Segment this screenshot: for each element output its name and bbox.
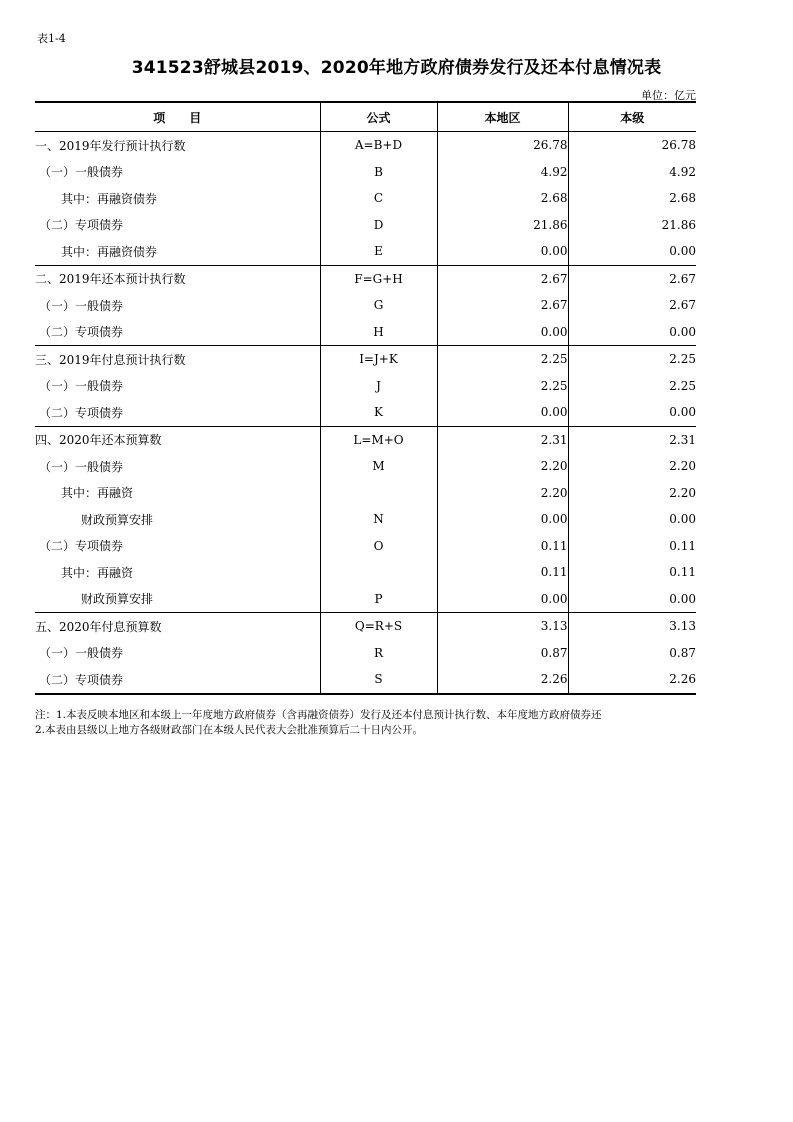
table-row xyxy=(35,185,696,212)
row-formula: P xyxy=(320,586,437,613)
row-level-value: 2.68 xyxy=(669,191,696,206)
notes xyxy=(35,708,700,738)
table-row xyxy=(35,426,696,453)
row-level-value: 0.87 xyxy=(669,645,696,660)
row-item: （二）专项债券 xyxy=(35,399,320,426)
table-body xyxy=(35,132,696,694)
row-region-value: 21.86 xyxy=(437,212,568,239)
row-item: （一）一般债券 xyxy=(35,292,320,319)
row-item: 其中：再融资债券 xyxy=(35,238,320,265)
row-item: 财政预算安排 xyxy=(35,586,320,613)
table-row xyxy=(35,346,696,373)
row-item: 五、2020年付息预算数 xyxy=(35,613,320,640)
row-formula: R xyxy=(320,640,437,667)
table-row xyxy=(35,373,696,400)
row-item: 四、2020年还本预算数 xyxy=(35,426,320,453)
table-row xyxy=(35,533,696,560)
unit-label: 单位：亿元 xyxy=(641,89,696,102)
table-row xyxy=(35,666,696,694)
row-formula: M xyxy=(320,453,437,480)
row-formula: H xyxy=(320,319,437,346)
row-item: 二、2019年还本预计执行数 xyxy=(35,265,320,292)
row-region-value: 0.11 xyxy=(437,533,568,560)
header-region: 本地区 xyxy=(437,102,568,132)
row-item: （一）一般债券 xyxy=(35,159,320,186)
row-formula: G xyxy=(320,292,437,319)
row-level-value: 0.11 xyxy=(669,565,696,580)
row-level-value: 0.00 xyxy=(669,512,696,527)
row-formula: E xyxy=(320,238,437,265)
row-region-value: 26.78 xyxy=(437,132,568,159)
row-item: （二）专项债券 xyxy=(35,319,320,346)
row-level-value: 2.67 xyxy=(669,271,696,286)
header-item: 项 目 xyxy=(35,102,320,132)
row-level-value: 0.00 xyxy=(568,238,696,265)
row-formula: J xyxy=(320,373,437,400)
row-formula: I=J+K xyxy=(320,346,437,373)
row-region-value: 4.92 xyxy=(437,159,568,186)
row-region-value: 3.13 xyxy=(437,613,568,640)
row-item: 其中：再融资 xyxy=(35,480,320,507)
row-region-value: 2.67 xyxy=(437,292,568,319)
table-row xyxy=(35,159,696,186)
row-level-value: 2.20 xyxy=(669,459,696,474)
row-region-value: 2.20 xyxy=(437,453,568,480)
table-row xyxy=(35,506,696,533)
row-item: 其中：再融资债券 xyxy=(35,185,320,212)
row-region-value: 0.11 xyxy=(437,559,568,586)
row-level-value: 0.00 xyxy=(568,399,696,426)
table-row xyxy=(35,559,696,586)
row-region-value: 2.26 xyxy=(437,666,568,694)
row-region-value: 0.00 xyxy=(437,506,568,533)
row-level-value: 0.11 xyxy=(669,538,696,553)
row-region-value: 2.68 xyxy=(437,185,568,212)
row-region-value: 0.00 xyxy=(437,238,568,265)
row-formula xyxy=(320,480,437,507)
row-region-value: 0.00 xyxy=(437,319,568,346)
row-item: （一）一般债券 xyxy=(35,373,320,400)
note-line: 注：1.本表反映本地区和本级上一年度地方政府债券（含再融资债券）发行及还本付息预计执行数、本年度地方政府债券还 xyxy=(35,709,602,721)
row-level-value: 3.13 xyxy=(669,619,696,634)
header-formula: 公式 xyxy=(320,102,437,132)
row-region-value: 2.25 xyxy=(437,346,568,373)
table-row xyxy=(35,453,696,480)
row-region-value: 2.20 xyxy=(437,480,568,507)
header-level: 本级 xyxy=(568,102,696,132)
row-item: （一）一般债券 xyxy=(35,453,320,480)
row-item: （二）专项债券 xyxy=(35,666,320,694)
row-item: 财政预算安排 xyxy=(35,506,320,533)
row-item: （二）专项债券 xyxy=(35,533,320,560)
row-level-value: 2.25 xyxy=(669,378,696,393)
row-formula: F=G+H xyxy=(320,265,437,292)
row-formula: B xyxy=(320,159,437,186)
row-level-value: 2.31 xyxy=(669,432,696,447)
row-region-value: 2.31 xyxy=(437,426,568,453)
table-row xyxy=(35,319,696,346)
page-title: 341523舒城县2019、2020年地方政府债券发行及还本付息情况表 xyxy=(131,58,662,78)
table-header-row xyxy=(35,102,696,132)
debt-table xyxy=(35,101,696,695)
row-level-value: 2.67 xyxy=(669,298,696,313)
table-row xyxy=(35,640,696,667)
row-formula: N xyxy=(320,506,437,533)
row-formula: O xyxy=(320,533,437,560)
row-region-value: 0.00 xyxy=(437,586,568,613)
page-label: 表1-4 xyxy=(37,32,66,45)
row-level-value: 0.00 xyxy=(568,586,696,613)
row-level-value: 0.00 xyxy=(568,319,696,346)
row-item: 其中：再融资 xyxy=(35,559,320,586)
row-level-value: 4.92 xyxy=(669,164,696,179)
row-level-value: 21.86 xyxy=(661,217,696,232)
table-row xyxy=(35,399,696,426)
table-row xyxy=(35,265,696,292)
table-row xyxy=(35,292,696,319)
row-formula: D xyxy=(320,212,437,239)
table-row xyxy=(35,586,696,613)
table-row xyxy=(35,212,696,239)
row-region-value: 0.87 xyxy=(437,640,568,667)
table-row xyxy=(35,132,696,159)
row-region-value: 2.25 xyxy=(437,373,568,400)
table-row xyxy=(35,613,696,640)
row-formula: K xyxy=(320,399,437,426)
row-level-value: 2.26 xyxy=(568,666,696,694)
row-region-value: 0.00 xyxy=(437,399,568,426)
row-item: 三、2019年付息预计执行数 xyxy=(35,346,320,373)
row-level-value: 2.25 xyxy=(669,352,696,367)
row-formula: L=M+O xyxy=(320,426,437,453)
row-region-value: 2.67 xyxy=(437,265,568,292)
row-formula xyxy=(320,559,437,586)
table-row xyxy=(35,480,696,507)
row-formula: S xyxy=(320,666,437,694)
row-item: （一）一般债券 xyxy=(35,640,320,667)
row-formula: Q=R+S xyxy=(320,613,437,640)
row-formula: C xyxy=(320,185,437,212)
row-level-value: 2.20 xyxy=(669,485,696,500)
table-row xyxy=(35,238,696,265)
row-item: 一、2019年发行预计执行数 xyxy=(35,132,320,159)
row-formula: A=B+D xyxy=(320,132,437,159)
row-level-value: 26.78 xyxy=(661,138,696,153)
row-item: （二）专项债券 xyxy=(35,212,320,239)
note-line: 2.本表由县级以上地方各级财政部门在本级人民代表大会批准预算后二十日内公开。 xyxy=(35,724,424,736)
